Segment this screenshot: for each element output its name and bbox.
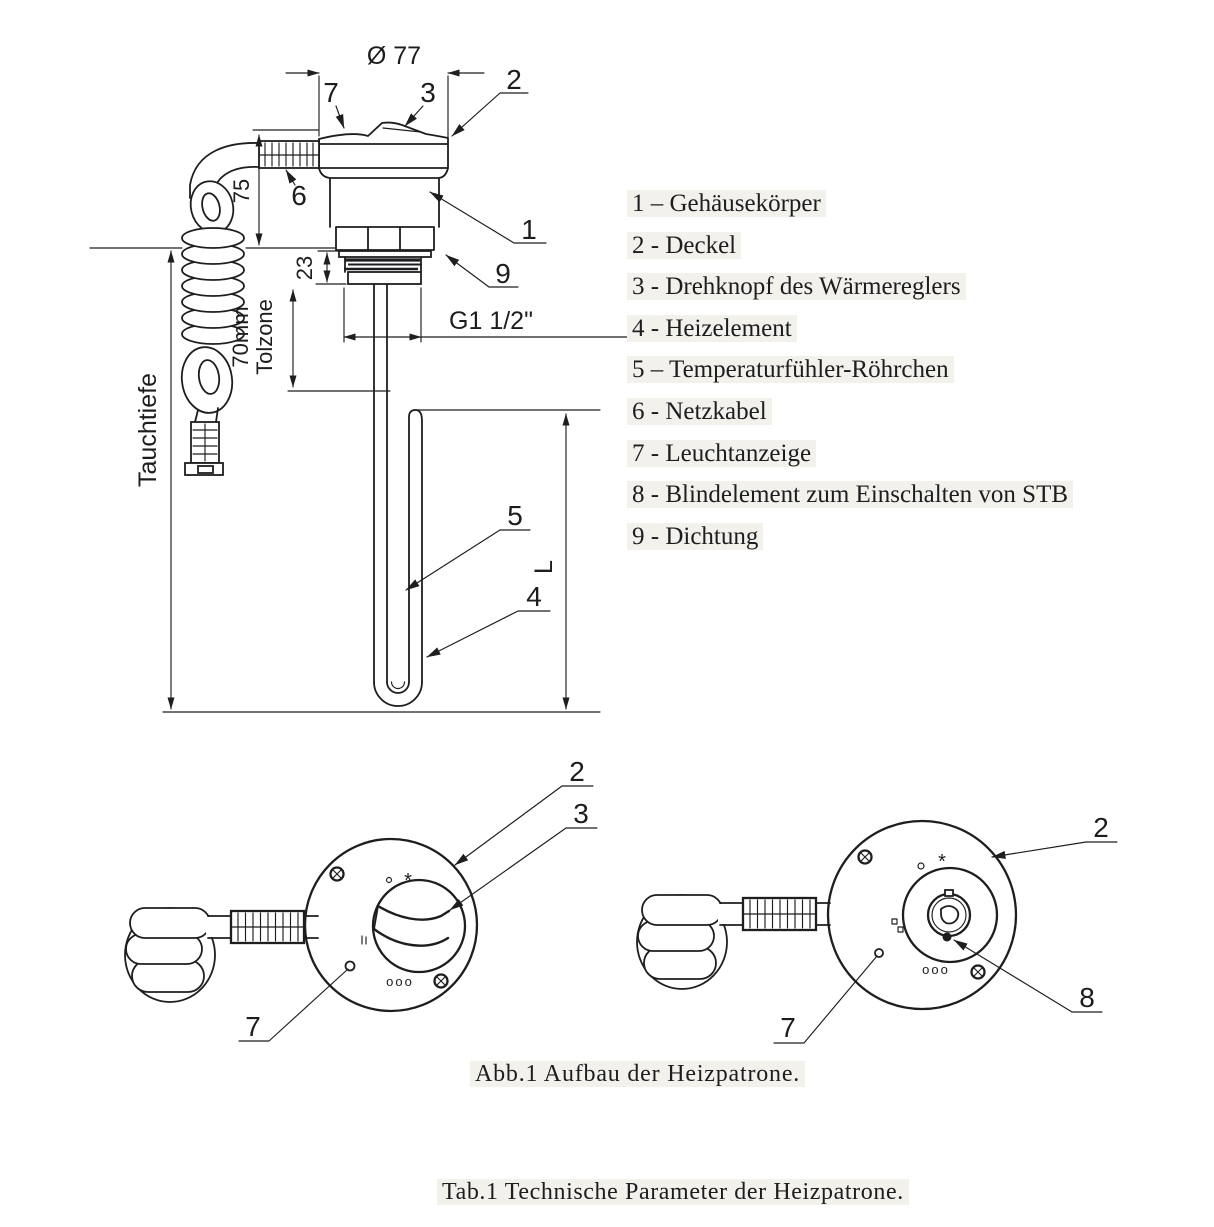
legend-item-label: 9 - Dichtung: [627, 523, 763, 550]
callout-8: 8: [1079, 982, 1095, 1013]
callout-2: 2: [506, 64, 522, 95]
figure-caption-text: Abb.1 Aufbau der Heizpatrone.: [470, 1061, 805, 1087]
callout-1: 1: [521, 214, 537, 245]
screw-icon: [859, 851, 872, 864]
legend-item-4: [627, 311, 1073, 353]
dim-thread-label: G1 1/2": [449, 307, 533, 335]
indicator-lamp: [346, 962, 355, 971]
legend-item-label: 7 - Leuchtanzeige: [627, 440, 816, 467]
dim-diameter-label: Ø 77: [366, 42, 422, 70]
screw-icon: [435, 975, 448, 988]
blind-element-tab: [945, 890, 953, 896]
dim-tolzone-word: Tolzone: [252, 299, 277, 375]
callout-3: 3: [420, 77, 436, 108]
callout-7: 7: [323, 77, 339, 108]
figure-caption: [470, 1061, 805, 1088]
legend-item-label: 4 - Heizelement: [627, 315, 797, 342]
callout-7: 7: [245, 1011, 261, 1042]
legend-item-label: 1 – Gehäusekörper: [627, 190, 826, 217]
dial-dots: ooo: [922, 962, 950, 977]
callout-9: 9: [495, 258, 511, 289]
tube-callouts: [406, 500, 550, 657]
legend-item-label: 3 - Drehknopf des Wärmereglers: [627, 273, 966, 300]
legend-item-label: 5 – Temperaturfühler-Röhrchen: [627, 356, 954, 383]
legend-item-8: [627, 477, 1073, 519]
screw-icon: [972, 966, 985, 979]
legend-item-7: [627, 436, 1073, 478]
blind-element-stem: [943, 933, 952, 942]
cable-gland: [259, 141, 319, 168]
dim-23-label: 23: [292, 255, 317, 281]
blind-element-slot: [941, 906, 958, 924]
knob-dial: [373, 880, 465, 972]
callout-4: 4: [526, 581, 542, 612]
dim-tolzone: [228, 290, 390, 391]
frost-symbol: *: [938, 851, 946, 873]
callout-3: 3: [573, 798, 589, 829]
plug: [185, 408, 223, 475]
dial-dots: ooo: [386, 974, 414, 989]
callout-2: 2: [569, 756, 585, 787]
legend-item-6: [627, 394, 1073, 436]
parts-legend: [627, 186, 1073, 560]
dim-length-label: L: [530, 560, 558, 574]
legend-item-5: [627, 352, 1073, 394]
seal-gasket: [339, 251, 431, 257]
legend-item-3: [627, 269, 1073, 311]
callout-2: 2: [1093, 812, 1109, 843]
dim-tolzone-value: 70mm: [228, 306, 253, 368]
callout-7: 7: [780, 1012, 796, 1043]
legend-item-2: [627, 228, 1073, 270]
table-caption: [437, 1179, 909, 1206]
callout-6: 6: [291, 180, 307, 211]
screw-icon: [331, 868, 344, 881]
dim-diameter: [286, 42, 484, 139]
top-view-with-blind-element: [637, 812, 1117, 1043]
legend-item-label: 8 - Blindelement zum Einschalten von STB: [627, 481, 1073, 508]
table-caption-text: Tab.1 Technische Parameter der Heizpatrone.: [437, 1179, 909, 1205]
dim-75-label: 75: [229, 178, 254, 204]
legend-item-1: [627, 186, 1073, 228]
frost-symbol: *: [404, 870, 412, 892]
dim-length: [163, 410, 600, 712]
dim-thread-size: [344, 288, 638, 342]
top-view-with-knob: [125, 756, 597, 1042]
flange: [348, 272, 421, 284]
heating-element-tube: [374, 284, 422, 706]
thread-section: [344, 257, 422, 272]
dim-23: [292, 251, 346, 284]
legend-item-9: [627, 519, 1073, 561]
indicator-lamp: [875, 949, 883, 957]
dim-tauchtiefe-label: Tauchtiefe: [134, 373, 162, 487]
callout-5: 5: [507, 500, 523, 531]
legend-item-label: 2 - Deckel: [627, 232, 741, 259]
legend-item-label: 6 - Netzkabel: [627, 398, 772, 425]
